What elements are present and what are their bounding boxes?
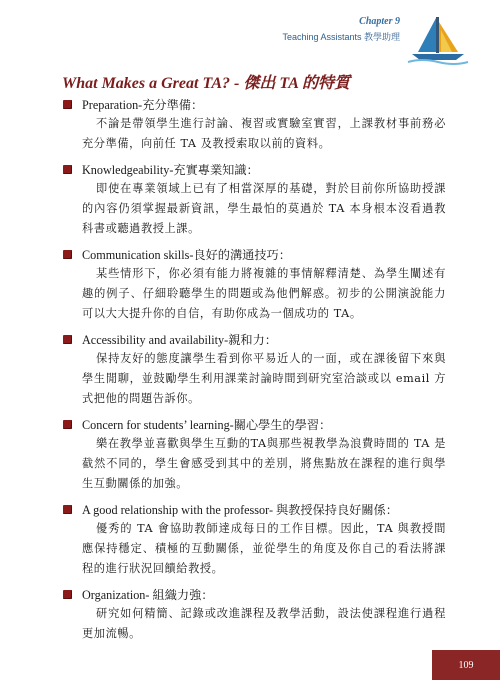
square-bullet-icon [63, 250, 72, 259]
item-body: 研究如何精簡、記錄或改進課程及教學活動，設法使課程進行過程更加流暢。 [82, 607, 446, 640]
item-heading-row [62, 501, 446, 519]
list-item [62, 161, 446, 239]
list-item [62, 586, 446, 644]
item-heading: Organization- 組織力強： [82, 588, 214, 602]
square-bullet-icon [63, 420, 72, 429]
item-heading: Preparation-充分準備： [82, 98, 204, 112]
item-body: 保持友好的態度讓學生看到你平易近人的一面，或在課後留下來與學生閒聊，並鼓勵學生利用課業討論時間到研究室洽談或以 email 方式把他的問題告訴你。 [82, 352, 446, 405]
item-heading: Accessibility and availability-親和力： [82, 333, 277, 347]
list-item [62, 331, 446, 409]
item-heading: Concern for students’ learning-關心學生的學習： [82, 418, 332, 432]
item-body: 優秀的 TA 會協助教師達成每日的工作目標。因此，TA 與教授間應保持穩定、積極的互動關係，並從學生的角度及你自己的看法將課程的進行狀況回饋給教授。 [82, 522, 446, 575]
traits-list [62, 96, 446, 651]
chapter-label: Chapter 9 [359, 16, 400, 27]
chapter-header [270, 14, 470, 66]
square-bullet-icon [63, 335, 72, 344]
square-bullet-icon [63, 505, 72, 514]
item-body: 某些情形下，你必須有能力將複雜的事情解釋清楚、為學生闡述有趣的例子、仔細聆聽學生的問題或為他們解惑。初步的公開演說能力可以大大提升你的自信，有助你成為一個成功的 TA。 [82, 267, 446, 320]
list-item [62, 246, 446, 324]
list-item [62, 416, 446, 494]
item-heading-row [62, 586, 446, 604]
item-heading: Communication skills-良好的溝通技巧： [82, 248, 291, 262]
item-body: 即使在專業領域上已有了相當深厚的基礎，對於目前你所協助授課的內容仍須掌握最新資訊，學生最怕的莫過於 TA 本身根本沒看過教科書或聽過教授上課。 [82, 182, 446, 235]
item-heading: Knowledgeability-充實專業知識： [82, 163, 259, 177]
square-bullet-icon [63, 165, 72, 174]
item-heading-row [62, 246, 446, 264]
list-item [62, 501, 446, 579]
square-bullet-icon [63, 590, 72, 599]
item-heading-row [62, 96, 446, 114]
list-item [62, 96, 446, 154]
square-bullet-icon [63, 100, 72, 109]
sailboat-icon [406, 14, 470, 66]
item-heading-row [62, 416, 446, 434]
item-body: 不論是帶領學生進行討論、複習或實驗室實習，上課教材事前務必充分準備，向前任 TA 及教授索取以前的資料。 [82, 117, 446, 150]
item-heading: A good relationship with the professor- 與教授保持良好關係： [82, 503, 398, 517]
item-heading-row [62, 331, 446, 349]
chapter-subtitle: Teaching Assistants 教學助理 [282, 32, 400, 42]
page-number: 109 [432, 650, 500, 680]
page-title: What Makes a Great TA? - 傑出 TA 的特質 [62, 75, 351, 92]
item-body: 樂在教學並喜歡與學生互動的TA與那些視教學為浪費時間的 TA 是截然不同的，學生會感受到其中的差別，將焦點放在課程的進行與學生互動關係的加強。 [82, 437, 446, 490]
item-heading-row [62, 161, 446, 179]
